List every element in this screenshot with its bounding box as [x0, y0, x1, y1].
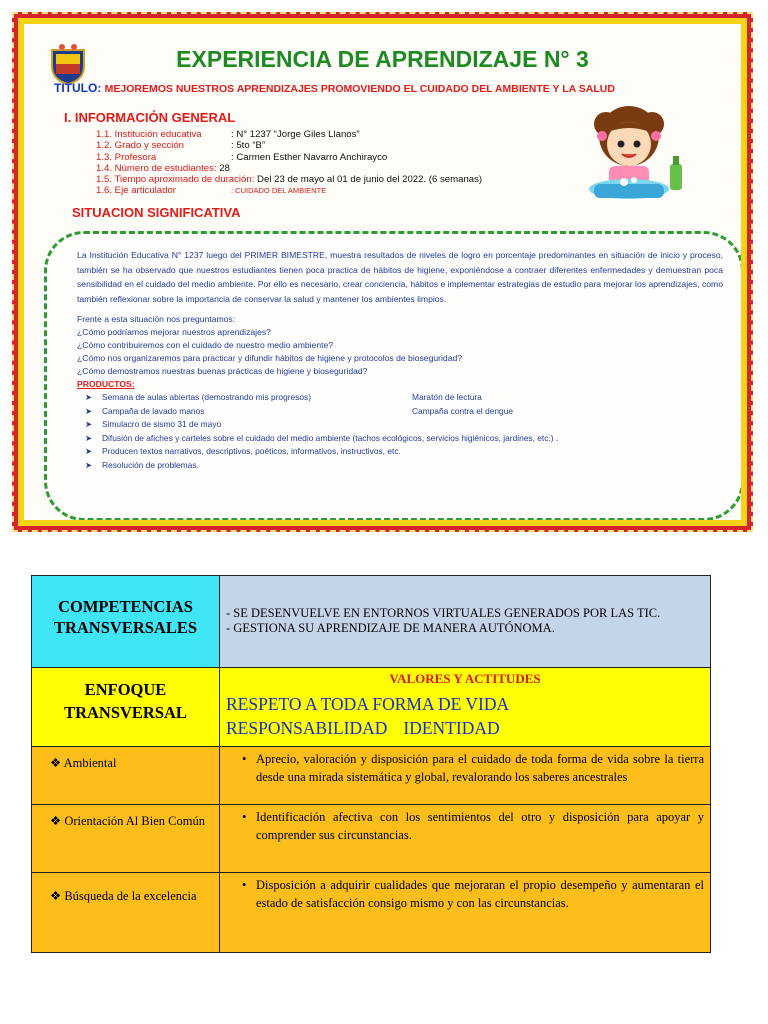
- info-row: 1.2. Grado y sección : 5to “B”: [96, 140, 266, 152]
- enfoque-label: ENFOQUE TRANSVERSAL: [32, 668, 220, 747]
- producto-item: ➤ Producen textos narrativos, descriptivos, poéticos, informativos, instructivos, etc.: [77, 445, 723, 459]
- valores-line-1: RESPETO A TODA FORMA DE VIDA: [226, 694, 510, 714]
- dot-bullet-icon: •: [242, 752, 247, 766]
- info-row: 1.4. Número de estudiantes: 28: [96, 162, 230, 174]
- girl-washing-hands-illustration: [584, 94, 694, 214]
- arrow-bullet-icon: ➤: [85, 392, 93, 403]
- valores-line-2: RESPONSABILIDAD IDENTIDAD: [226, 718, 500, 738]
- producto-item: ➤ Difusión de afiches y carteles sobre el cuidado del medio ambiente (tachos ecológicos, servicios higiénicos, jardines, etc.) .: [77, 432, 723, 446]
- arrow-bullet-icon: ➤: [85, 419, 93, 430]
- enfoque-name: ❖ Orientación Al Bien Común: [32, 805, 220, 873]
- titulo-value: MEJOREMOS NUESTROS APRENDIZAJES PROMOVIENDO EL CUIDADO DEL AMBIENTE Y LA SALUD: [104, 83, 615, 95]
- productos-label: PRODUCTOS:: [77, 379, 135, 390]
- question-line: ¿Cómo podríamos mejorar nuestros aprendizajes?: [77, 327, 271, 338]
- valores-heading: VALORES Y ACTITUDES: [389, 671, 541, 686]
- enfoque-name: ❖ Ambiental: [32, 747, 220, 805]
- question-line: ¿Cómo demostramos nuestras buenas prácticas de higiene y bioseguridad?: [77, 366, 368, 377]
- dot-bullet-icon: •: [242, 878, 247, 892]
- situacion-paragraph: La Institución Educativa N° 1237 luego del PRIMER BIMESTRE, muestra resultados de niveles de logro en porcentaje predominantes en situación de inicio y proceso, también se ha observado que nuestros estudiantes tienen poca practica de hábitos de higiene, exponiéndose a contraer diferentes enfermedades y demuestran poca sensibilidad en el cuidado del medio ambiente. Por ello es necesario, crear conciencia, hábitos e implementar estrategias de estudio para mejorar los aprendizajes, como también reflexionar sobre la importancia de conservar la salud y mantener los ambientes limpios.: [77, 250, 723, 304]
- competencias-label: COMPETENCIAS TRANSVERSALES: [32, 576, 220, 668]
- producto-item: ➤ Semana de aulas abiertas (demostrando mis progresos) Maratón de lectura: [77, 391, 723, 405]
- competencia-item: - GESTIONA SU APRENDIZAJE DE MANERA AUTÓNOMA.: [226, 621, 555, 635]
- producto-item: ➤ Campaña de lavado manos Campaña contra el dengue: [77, 405, 723, 419]
- enfoque-name: ❖ Búsqueda de la excelencia: [32, 873, 220, 953]
- enfoque-desc: • Aprecio, valoración y disposición para el cuidado de toda forma de vida sobre la tierra desde una mirada sistemática y global, revalorando los saberes ancestrales: [220, 747, 711, 805]
- question-line: Frente a esta situación nos preguntamos:: [77, 314, 236, 325]
- info-heading: I. INFORMACIÓN GENERAL: [64, 110, 236, 125]
- situacion-heading: SITUACION SIGNIFICATIVA: [72, 205, 241, 220]
- page-title: EXPERIENCIA DE APRENDIZAJE N° 3: [176, 46, 589, 72]
- competencias-values: [220, 576, 711, 668]
- arrow-bullet-icon: ➤: [85, 432, 93, 443]
- situacion-box: [44, 231, 744, 521]
- arrow-bullet-icon: ➤: [85, 405, 93, 416]
- info-list: [96, 129, 482, 197]
- diamond-bullet-icon: ❖: [50, 814, 65, 828]
- header-card: [18, 18, 747, 526]
- producto-item: ➤ Resolución de problemas.: [77, 459, 723, 473]
- enfoque-desc: • Disposición a adquirir cualidades que mejoraran el propio desempeño y aumentaran el estado de satisfacción consigo mismo y con las circunstancias.: [220, 873, 711, 953]
- enfoque-desc: • Identificación afectiva con los sentimientos del otro y disposición para apoyar y comprender sus circunstancias.: [220, 805, 711, 873]
- info-row: 1.3. Profesora : Carmen Esther Navarro Anchirayco: [96, 151, 388, 163]
- arrow-bullet-icon: ➤: [85, 459, 93, 470]
- competencia-item: - SE DESENVUELVE EN ENTORNOS VIRTUALES GENERADOS POR LAS TIC.: [226, 606, 661, 620]
- header-frame: [12, 12, 753, 532]
- arrow-bullet-icon: ➤: [85, 446, 93, 457]
- dot-bullet-icon: •: [242, 810, 247, 824]
- info-row: 1.5. Tiempo aproximado de duración: Del 23 de mayo al 01 de junio del 2022. (6 semanas): [96, 174, 483, 186]
- diamond-bullet-icon: ❖: [50, 756, 64, 770]
- question-line: ¿Cómo contribuiremos con el cuidado de nuestro medio ambiente?: [77, 340, 334, 351]
- competencias-enfoques-table: [31, 575, 711, 953]
- diamond-bullet-icon: ❖: [50, 889, 65, 903]
- info-row: 1.1. Institución educativa : N° 1237 “Jorge Giles Llanos”: [96, 129, 360, 140]
- titulo-line: [54, 81, 615, 95]
- producto-item: ➤ Simulacro de sismo 31 de mayo: [77, 418, 723, 432]
- titulo-label: TITULO:: [54, 81, 102, 95]
- question-line: ¿Cómo nos organizaremos para practicar y difundir hábitos de higiene y protocolos de bioseguridad?: [77, 353, 463, 364]
- valores-cell: [220, 668, 711, 747]
- info-row: 1.6. Eje articulador : CUIDADO DEL AMBIENTE: [96, 185, 327, 197]
